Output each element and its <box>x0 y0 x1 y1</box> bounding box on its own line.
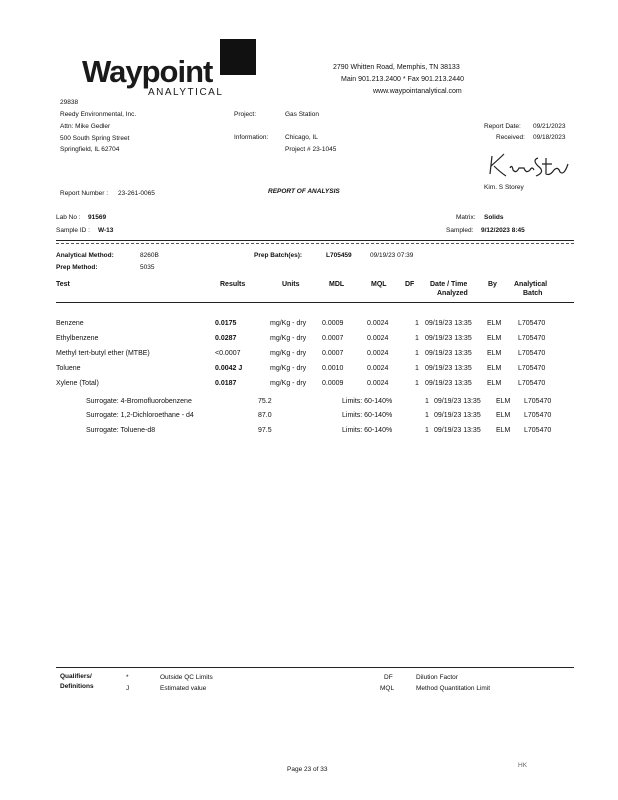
col-batch-2: Batch <box>523 290 543 297</box>
report-title: REPORT OF ANALYSIS <box>268 188 340 195</box>
row-batch: L705470 <box>518 365 546 372</box>
company-website: www.waypointanalytical.com <box>373 88 462 95</box>
report-date-value: 09/21/2023 <box>533 123 566 130</box>
col-mdl: MDL <box>329 281 345 288</box>
col-results: Results <box>220 281 246 288</box>
surrogate-df: 1 <box>425 398 429 405</box>
qualifier-code: * <box>126 674 129 681</box>
surrogate-by: ELM <box>496 398 511 405</box>
qualifiers-label: Qualifiers/ <box>60 673 92 680</box>
prep-method-value: 5035 <box>140 264 155 271</box>
prep-batch-value: L705459 <box>326 252 352 259</box>
row-mql: 0.0024 <box>367 350 389 357</box>
received-label: Received: <box>496 134 525 141</box>
row-batch: L705470 <box>518 350 546 357</box>
row-result: 0.0175 <box>215 320 237 327</box>
surrogate-by: ELM <box>496 427 511 434</box>
surrogate-by: ELM <box>496 412 511 419</box>
divider <box>56 240 574 241</box>
col-test: Test <box>56 281 70 288</box>
company-address: 2790 Whitten Road, Memphis, TN 38133 <box>333 64 460 71</box>
row-mdl: 0.0009 <box>322 320 344 327</box>
qualifier-text: Method Quantitation Limit <box>416 685 491 692</box>
qualifier-code: DF <box>384 674 393 681</box>
analytical-method-value: 8260B <box>140 252 159 259</box>
col-df: DF <box>405 281 415 288</box>
divider <box>56 243 574 244</box>
row-units: mg/Kg - dry <box>270 380 307 387</box>
surrogate-name: Surrogate: 1,2-Dichloroethane - d4 <box>86 412 194 419</box>
client-line: Reedy Environmental, Inc. <box>60 111 137 118</box>
client-line: 500 South Spring Street <box>60 135 130 142</box>
row-result: 0.0042 J <box>215 365 243 372</box>
surrogate-value: 75.2 <box>258 398 272 405</box>
row-batch: L705470 <box>518 320 546 327</box>
row-units: mg/Kg - dry <box>270 320 307 327</box>
col-datetime-analyzed: Analyzed <box>437 290 468 297</box>
row-mdl: 0.0010 <box>322 365 344 372</box>
account-number: 29838 <box>60 99 79 106</box>
row-df: 1 <box>415 320 419 327</box>
lab-no-value: 91569 <box>88 214 107 221</box>
surrogate-batch: L705470 <box>524 412 552 419</box>
surrogate-name: Surrogate: 4-Bromofluorobenzene <box>86 398 192 405</box>
page-mark: HK <box>518 762 528 769</box>
surrogate-value: 97.5 <box>258 427 272 434</box>
row-mdl: 0.0007 <box>322 335 344 342</box>
col-batch: Analytical <box>514 281 548 288</box>
surrogate-limits: Limits: 60-140% <box>342 398 393 405</box>
row-mdl: 0.0007 <box>322 350 344 357</box>
row-by: ELM <box>487 380 502 387</box>
divider <box>56 667 574 668</box>
company-logo <box>82 50 262 100</box>
row-units: mg/Kg - dry <box>270 335 307 342</box>
sampled-value: 9/12/2023 8:45 <box>481 227 525 234</box>
qualifier-text: Outside QC Limits <box>160 674 213 681</box>
project-value: Gas Station <box>285 111 319 118</box>
surrogate-datetime: 09/19/23 13:35 <box>434 427 481 434</box>
row-df: 1 <box>415 380 419 387</box>
row-by: ELM <box>487 350 502 357</box>
row-batch: L705470 <box>518 335 546 342</box>
surrogate-limits: Limits: 60-140% <box>342 412 393 419</box>
surrogate-datetime: 09/19/23 13:35 <box>434 412 481 419</box>
report-number-label: Report Number : <box>60 190 109 197</box>
row-df: 1 <box>415 350 419 357</box>
col-by: By <box>488 281 497 288</box>
signature-image <box>486 146 572 182</box>
project-number: Project # 23-1045 <box>285 146 337 153</box>
prep-batch-time: 09/19/23 07:39 <box>370 252 414 259</box>
matrix-value: Solids <box>484 214 504 221</box>
logo-wordmark: Waypoint <box>82 54 213 89</box>
row-by: ELM <box>487 365 502 372</box>
signer-name: Kim. S Storey <box>484 184 524 191</box>
page-number: Page 23 of 33 <box>287 766 328 773</box>
row-mql: 0.0024 <box>367 320 389 327</box>
surrogate-batch: L705470 <box>524 398 552 405</box>
project-label: Project: <box>234 111 257 118</box>
client-line: Springfield, IL 62704 <box>60 146 120 153</box>
surrogate-df: 1 <box>425 412 429 419</box>
row-datetime: 09/19/23 13:35 <box>425 350 472 357</box>
sample-id-value: W-13 <box>98 227 114 234</box>
row-test: Toluene <box>56 365 81 372</box>
row-datetime: 09/19/23 13:35 <box>425 380 472 387</box>
row-df: 1 <box>415 335 419 342</box>
row-batch: L705470 <box>518 380 546 387</box>
prep-method-label: Prep Method: <box>56 264 98 271</box>
sampled-label: Sampled: <box>446 227 474 234</box>
analytical-method-label: Analytical Method: <box>56 252 114 259</box>
surrogate-value: 87.0 <box>258 412 272 419</box>
row-datetime: 09/19/23 13:35 <box>425 365 472 372</box>
row-datetime: 09/19/23 13:35 <box>425 335 472 342</box>
report-date-label: Report Date: <box>484 123 521 130</box>
lab-no-label: Lab No : <box>56 214 81 221</box>
row-result: 0.0187 <box>215 380 237 387</box>
row-mql: 0.0024 <box>367 365 389 372</box>
qualifier-text: Estimated value <box>160 685 207 692</box>
row-mql: 0.0024 <box>367 335 389 342</box>
logo-square <box>220 39 256 75</box>
row-datetime: 09/19/23 13:35 <box>425 320 472 327</box>
matrix-label: Matrix: <box>456 214 476 221</box>
surrogate-limits: Limits: 60-140% <box>342 427 393 434</box>
received-value: 09/18/2023 <box>533 134 566 141</box>
information-label: Information: <box>234 134 269 141</box>
definitions-label: Definitions <box>60 683 94 690</box>
col-datetime: Date / Time <box>430 281 468 288</box>
sample-id-label: Sample ID : <box>56 227 90 234</box>
row-df: 1 <box>415 365 419 372</box>
row-test: Benzene <box>56 320 84 327</box>
col-mql: MQL <box>371 281 387 288</box>
surrogate-batch: L705470 <box>524 427 552 434</box>
report-number-value: 23-261-0065 <box>118 190 155 197</box>
surrogate-datetime: 09/19/23 13:35 <box>434 398 481 405</box>
company-phone: Main 901.213.2400 * Fax 901.213.2440 <box>341 76 464 83</box>
row-by: ELM <box>487 320 502 327</box>
prep-batch-label: Prep Batch(es): <box>254 252 303 259</box>
row-result: <0.0007 <box>215 350 241 357</box>
row-test: Methyl tert-butyl ether (MTBE) <box>56 350 150 357</box>
surrogate-df: 1 <box>425 427 429 434</box>
col-units: Units <box>282 281 300 288</box>
row-result: 0.0287 <box>215 335 237 342</box>
row-mql: 0.0024 <box>367 380 389 387</box>
client-line: Attn: Mike Gedler <box>60 123 111 130</box>
information-value: Chicago, IL <box>285 134 318 141</box>
qualifier-code: J <box>126 685 130 692</box>
row-by: ELM <box>487 335 502 342</box>
surrogate-name: Surrogate: Toluene-d8 <box>86 427 156 434</box>
divider <box>56 302 574 303</box>
row-units: mg/Kg - dry <box>270 350 307 357</box>
qualifier-text: Dilution Factor <box>416 674 458 681</box>
qualifier-code: MQL <box>380 685 395 692</box>
logo-subtitle: ANALYTICAL <box>148 87 224 98</box>
row-test: Ethylbenzene <box>56 335 99 342</box>
row-mdl: 0.0009 <box>322 380 344 387</box>
row-units: mg/Kg - dry <box>270 365 307 372</box>
row-test: Xylene (Total) <box>56 380 99 387</box>
